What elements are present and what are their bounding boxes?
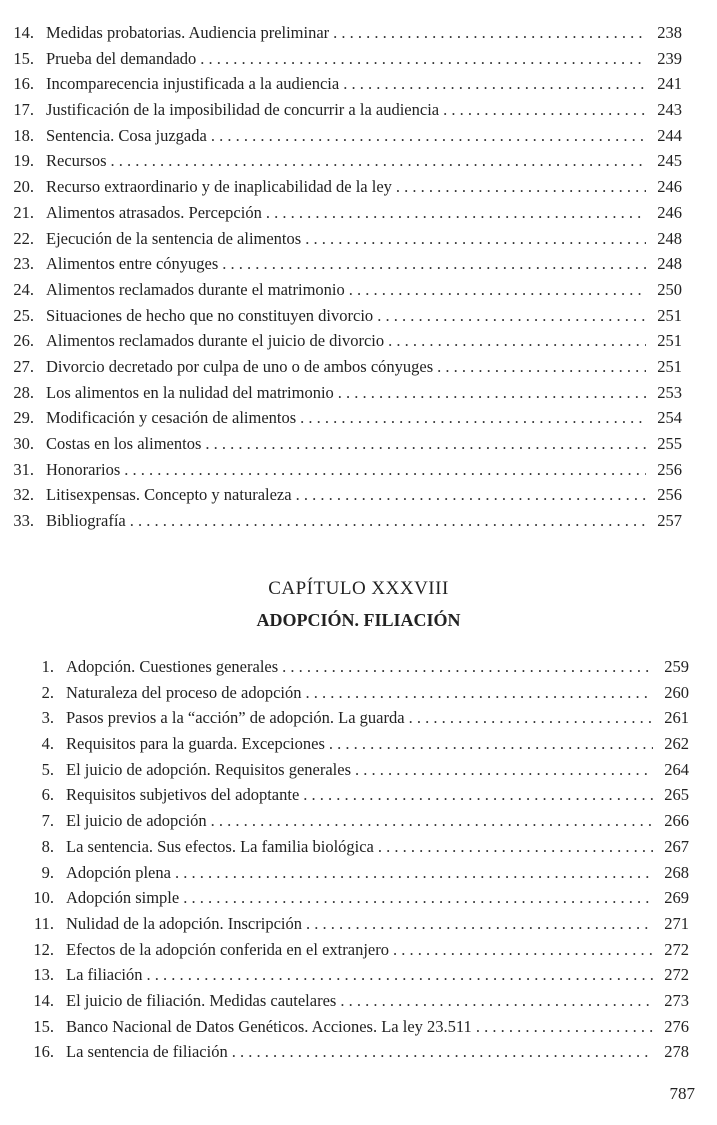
toc-section-previous-chapter bbox=[0, 20, 717, 534]
toc-entry-number: 9. bbox=[41, 862, 54, 882]
toc-entry-title: La sentencia de filiación bbox=[66, 1042, 228, 1062]
toc-entry-title: Modificación y cesación de alimentos bbox=[46, 408, 297, 428]
toc-entry bbox=[0, 482, 717, 508]
toc-entry-title: Pasos previos a la “acción” de adopción. La guarda bbox=[66, 708, 405, 728]
toc-entry bbox=[0, 860, 717, 886]
toc-entry-page: 256 bbox=[657, 459, 682, 479]
chapter-title: ADOPCIÓN. FILIACIÓN bbox=[256, 610, 461, 630]
toc-entry bbox=[0, 431, 717, 457]
toc-entry-number: 1. bbox=[41, 657, 54, 676]
toc-entry bbox=[0, 705, 717, 731]
toc-entry bbox=[0, 457, 717, 483]
toc-entry-title: Prueba del demandado bbox=[46, 48, 197, 68]
toc-entry bbox=[0, 277, 717, 303]
dot-leader bbox=[266, 200, 646, 226]
toc-entry bbox=[0, 354, 717, 380]
toc-entry-title: Efectos de la adopción conferida en el extranjero bbox=[66, 939, 389, 959]
toc-entry-page: 255 bbox=[657, 434, 682, 453]
dot-leader bbox=[200, 46, 646, 72]
toc-entry-title: Recurso extraordinario y de inaplicabilidad de la ley bbox=[46, 177, 392, 197]
toc-entry-page: 278 bbox=[664, 1042, 689, 1062]
toc-entry-title: La filiación bbox=[66, 965, 143, 985]
toc-entry-page: 251 bbox=[657, 331, 682, 351]
dot-leader bbox=[305, 226, 646, 252]
toc-entry-number: 6. bbox=[41, 785, 54, 805]
toc-entry-title: Incomparecencia injustificada a la audiencia bbox=[46, 74, 340, 94]
toc-entry-number: 27. bbox=[13, 356, 34, 376]
toc-entry-page: 246 bbox=[657, 177, 682, 197]
toc-entry-page: 248 bbox=[657, 254, 682, 274]
dot-leader bbox=[183, 885, 653, 911]
toc-entry-title: Sentencia. Cosa juzgada bbox=[46, 125, 207, 145]
toc-entry-number: 16. bbox=[13, 74, 34, 94]
toc-entry bbox=[0, 1039, 717, 1065]
toc-entry-title: Ejecución de la sentencia de alimentos bbox=[46, 228, 302, 248]
toc-entry-page: 276 bbox=[664, 1016, 689, 1036]
toc-entry-number: 33. bbox=[13, 511, 34, 531]
toc-entry bbox=[0, 1014, 717, 1040]
toc-entry-page: 259 bbox=[664, 657, 689, 676]
toc-entry-title: Los alimentos en la nulidad del matrimonio bbox=[46, 382, 334, 402]
dot-leader bbox=[393, 937, 653, 963]
toc-entry bbox=[0, 174, 717, 200]
dot-leader bbox=[355, 757, 653, 783]
dot-leader bbox=[300, 405, 646, 431]
toc-entry bbox=[0, 303, 717, 329]
toc-entry bbox=[0, 148, 717, 174]
dot-leader bbox=[443, 97, 646, 123]
dot-leader bbox=[476, 1014, 653, 1040]
toc-entry-page: 254 bbox=[657, 408, 682, 428]
dot-leader bbox=[349, 277, 646, 303]
toc-entry-title: El juicio de adopción. Requisitos generales bbox=[66, 759, 352, 779]
toc-entry-number: 19. bbox=[13, 151, 34, 171]
toc-entry-page: 257 bbox=[657, 511, 682, 531]
toc-entry-number: 26. bbox=[13, 331, 34, 351]
toc-entry-number: 30. bbox=[13, 434, 34, 453]
toc-entry-title: El juicio de adopción bbox=[66, 811, 207, 831]
toc-entry-number: 10. bbox=[33, 888, 54, 908]
toc-entry-page: 264 bbox=[664, 759, 689, 779]
toc-entry-number: 16. bbox=[33, 1042, 54, 1062]
toc-entry-title: Nulidad de la adopción. Inscripción bbox=[66, 913, 302, 933]
toc-entry-number: 7. bbox=[41, 811, 54, 831]
toc-entry-page: 239 bbox=[657, 48, 682, 68]
toc-entry-title: Recursos bbox=[46, 151, 107, 171]
toc-entry-title: Divorcio decretado por culpa de uno o de ambos cónyuges bbox=[46, 356, 434, 376]
toc-entry-page: 268 bbox=[664, 862, 689, 882]
dot-leader bbox=[147, 962, 653, 988]
toc-entry-title: Requisitos para la guarda. Excepciones bbox=[66, 734, 325, 754]
toc-entry-page: 250 bbox=[657, 279, 682, 299]
toc-entry-number: 4. bbox=[41, 734, 54, 754]
toc-entry-number: 18. bbox=[13, 125, 34, 145]
toc-entry-number: 5. bbox=[41, 759, 54, 779]
toc-entry bbox=[0, 654, 717, 680]
toc-entry-number: 13. bbox=[33, 965, 54, 985]
dot-leader bbox=[303, 782, 653, 808]
dot-leader bbox=[211, 123, 646, 149]
toc-entry-title: Banco Nacional de Datos Genéticos. Acciones. La ley 23.511 bbox=[66, 1016, 472, 1036]
dot-leader bbox=[306, 911, 653, 937]
toc-entry-page: 253 bbox=[657, 382, 682, 402]
toc-entry-number: 29. bbox=[13, 408, 34, 428]
dot-leader bbox=[338, 380, 646, 406]
toc-entry bbox=[0, 405, 717, 431]
toc-entry-title: Alimentos entre cónyuges bbox=[46, 254, 219, 274]
toc-entry bbox=[0, 97, 717, 123]
toc-entry-page: 272 bbox=[664, 939, 689, 959]
dot-leader bbox=[296, 482, 646, 508]
toc-entry-number: 8. bbox=[41, 836, 54, 856]
toc-entry-page: 251 bbox=[657, 356, 682, 376]
toc-entry-number: 32. bbox=[13, 485, 34, 505]
toc-entry-title: La sentencia. Sus efectos. La familia biológica bbox=[66, 836, 374, 856]
toc-entry-title: Honorarios bbox=[46, 459, 121, 479]
toc-entry-page: 241 bbox=[657, 74, 682, 94]
toc-entry bbox=[0, 782, 717, 808]
toc-entry-page: 262 bbox=[664, 734, 689, 754]
dot-leader bbox=[130, 508, 646, 534]
toc-entry-title: El juicio de filiación. Medidas cautelares bbox=[66, 990, 337, 1010]
toc-entry-number: 23. bbox=[13, 254, 34, 274]
dot-leader bbox=[343, 71, 646, 97]
dot-leader bbox=[377, 303, 646, 329]
toc-entry-number: 12. bbox=[33, 939, 54, 959]
toc-entry-title: Justificación de la imposibilidad de concurrir a la audiencia bbox=[46, 100, 440, 120]
toc-entry-number: 14. bbox=[33, 990, 54, 1010]
dot-leader bbox=[111, 148, 647, 174]
chapter-label: CAPÍTULO XXXVIII bbox=[268, 578, 449, 599]
dot-leader bbox=[340, 988, 653, 1014]
toc-entry-title: Costas en los alimentos bbox=[46, 434, 202, 453]
toc-entry bbox=[0, 834, 717, 860]
toc-entry-number: 15. bbox=[13, 48, 34, 68]
toc-entry-number: 31. bbox=[13, 459, 34, 479]
toc-entry bbox=[0, 937, 717, 963]
dot-leader bbox=[333, 20, 646, 46]
toc-entry bbox=[0, 808, 717, 834]
toc-entry bbox=[0, 20, 717, 46]
toc-entry-title: Adopción. Cuestiones generales bbox=[66, 657, 279, 676]
dot-leader bbox=[175, 860, 653, 886]
toc-entry-title: Naturaleza del proceso de adopción bbox=[66, 682, 302, 702]
toc-entry bbox=[0, 71, 717, 97]
toc-entry-number: 21. bbox=[13, 202, 34, 222]
toc-entry-title: Situaciones de hecho que no constituyen divorcio bbox=[46, 305, 374, 325]
toc-entry-number: 24. bbox=[13, 279, 34, 299]
dot-leader bbox=[282, 654, 653, 680]
dot-leader bbox=[305, 680, 653, 706]
toc-entry bbox=[0, 757, 717, 783]
toc-entry-number: 11. bbox=[33, 913, 54, 933]
toc-entry bbox=[0, 962, 717, 988]
toc-entry-page: 246 bbox=[657, 202, 682, 222]
toc-entry-number: 2. bbox=[41, 682, 54, 702]
page-number: 787 bbox=[669, 1084, 695, 1103]
toc-entry-number: 14. bbox=[13, 23, 34, 42]
toc-entry bbox=[0, 680, 717, 706]
toc-entry-page: 265 bbox=[664, 785, 689, 805]
toc-entry-page: 272 bbox=[664, 965, 689, 985]
toc-section-adopcion-filiacion bbox=[0, 654, 717, 1065]
dot-leader bbox=[205, 431, 646, 457]
dot-leader bbox=[124, 457, 646, 483]
toc-entry-number: 15. bbox=[33, 1016, 54, 1036]
toc-entry-title: Requisitos subjetivos del adoptante bbox=[66, 785, 300, 805]
dot-leader bbox=[396, 174, 646, 200]
toc-entry bbox=[0, 885, 717, 911]
toc-entry-page: 244 bbox=[657, 125, 682, 145]
toc-entry-number: 22. bbox=[13, 228, 34, 248]
toc-entry-page: 256 bbox=[657, 485, 682, 505]
toc-entry bbox=[0, 46, 717, 72]
toc-entry bbox=[0, 731, 717, 757]
toc-entry-number: 20. bbox=[13, 177, 34, 197]
toc-entry-page: 243 bbox=[657, 100, 682, 120]
toc-entry-page: 273 bbox=[664, 990, 689, 1010]
toc-entry-page: 251 bbox=[657, 305, 682, 325]
toc-entry-page: 267 bbox=[664, 836, 689, 856]
toc-entry-title: Alimentos atrasados. Percepción bbox=[46, 202, 262, 222]
toc-entry bbox=[0, 226, 717, 252]
toc-entry-page: 261 bbox=[664, 708, 689, 728]
toc-entry bbox=[0, 911, 717, 937]
toc-entry bbox=[0, 123, 717, 149]
dot-leader bbox=[409, 705, 653, 731]
toc-entry-page: 248 bbox=[657, 228, 682, 248]
toc-entry-page: 238 bbox=[657, 23, 682, 42]
dot-leader bbox=[329, 731, 653, 757]
dot-leader bbox=[378, 834, 653, 860]
dot-leader bbox=[211, 808, 653, 834]
toc-entry-number: 17. bbox=[13, 100, 34, 120]
toc-entry-title: Adopción plena bbox=[66, 862, 171, 882]
toc-entry bbox=[0, 200, 717, 226]
toc-entry-title: Medidas probatorias. Audiencia preliminar bbox=[46, 23, 330, 42]
toc-entry bbox=[0, 251, 717, 277]
toc-entry-title: Bibliografía bbox=[46, 511, 126, 531]
toc-entry bbox=[0, 988, 717, 1014]
dot-leader bbox=[222, 251, 646, 277]
toc-entry-page: 266 bbox=[664, 811, 689, 831]
dot-leader bbox=[232, 1039, 653, 1065]
toc-entry-title: Adopción simple bbox=[66, 888, 180, 908]
toc-entry-number: 3. bbox=[41, 708, 54, 728]
toc-entry-page: 269 bbox=[664, 888, 689, 908]
dot-leader bbox=[388, 328, 646, 354]
toc-entry-title: Alimentos reclamados durante el juicio de divorcio bbox=[46, 331, 385, 351]
toc-entry bbox=[0, 328, 717, 354]
toc-entry bbox=[0, 380, 717, 406]
toc-entry-title: Alimentos reclamados durante el matrimonio bbox=[46, 279, 345, 299]
dot-leader bbox=[437, 354, 646, 380]
toc-entry-title: Litisexpensas. Concepto y naturaleza bbox=[46, 485, 292, 505]
toc-entry-page: 260 bbox=[664, 682, 689, 702]
toc-entry-page: 245 bbox=[657, 151, 682, 171]
toc-entry-number: 28. bbox=[13, 382, 34, 402]
toc-entry-number: 25. bbox=[13, 305, 34, 325]
toc-entry bbox=[0, 508, 717, 534]
toc-entry-page: 271 bbox=[664, 913, 689, 933]
